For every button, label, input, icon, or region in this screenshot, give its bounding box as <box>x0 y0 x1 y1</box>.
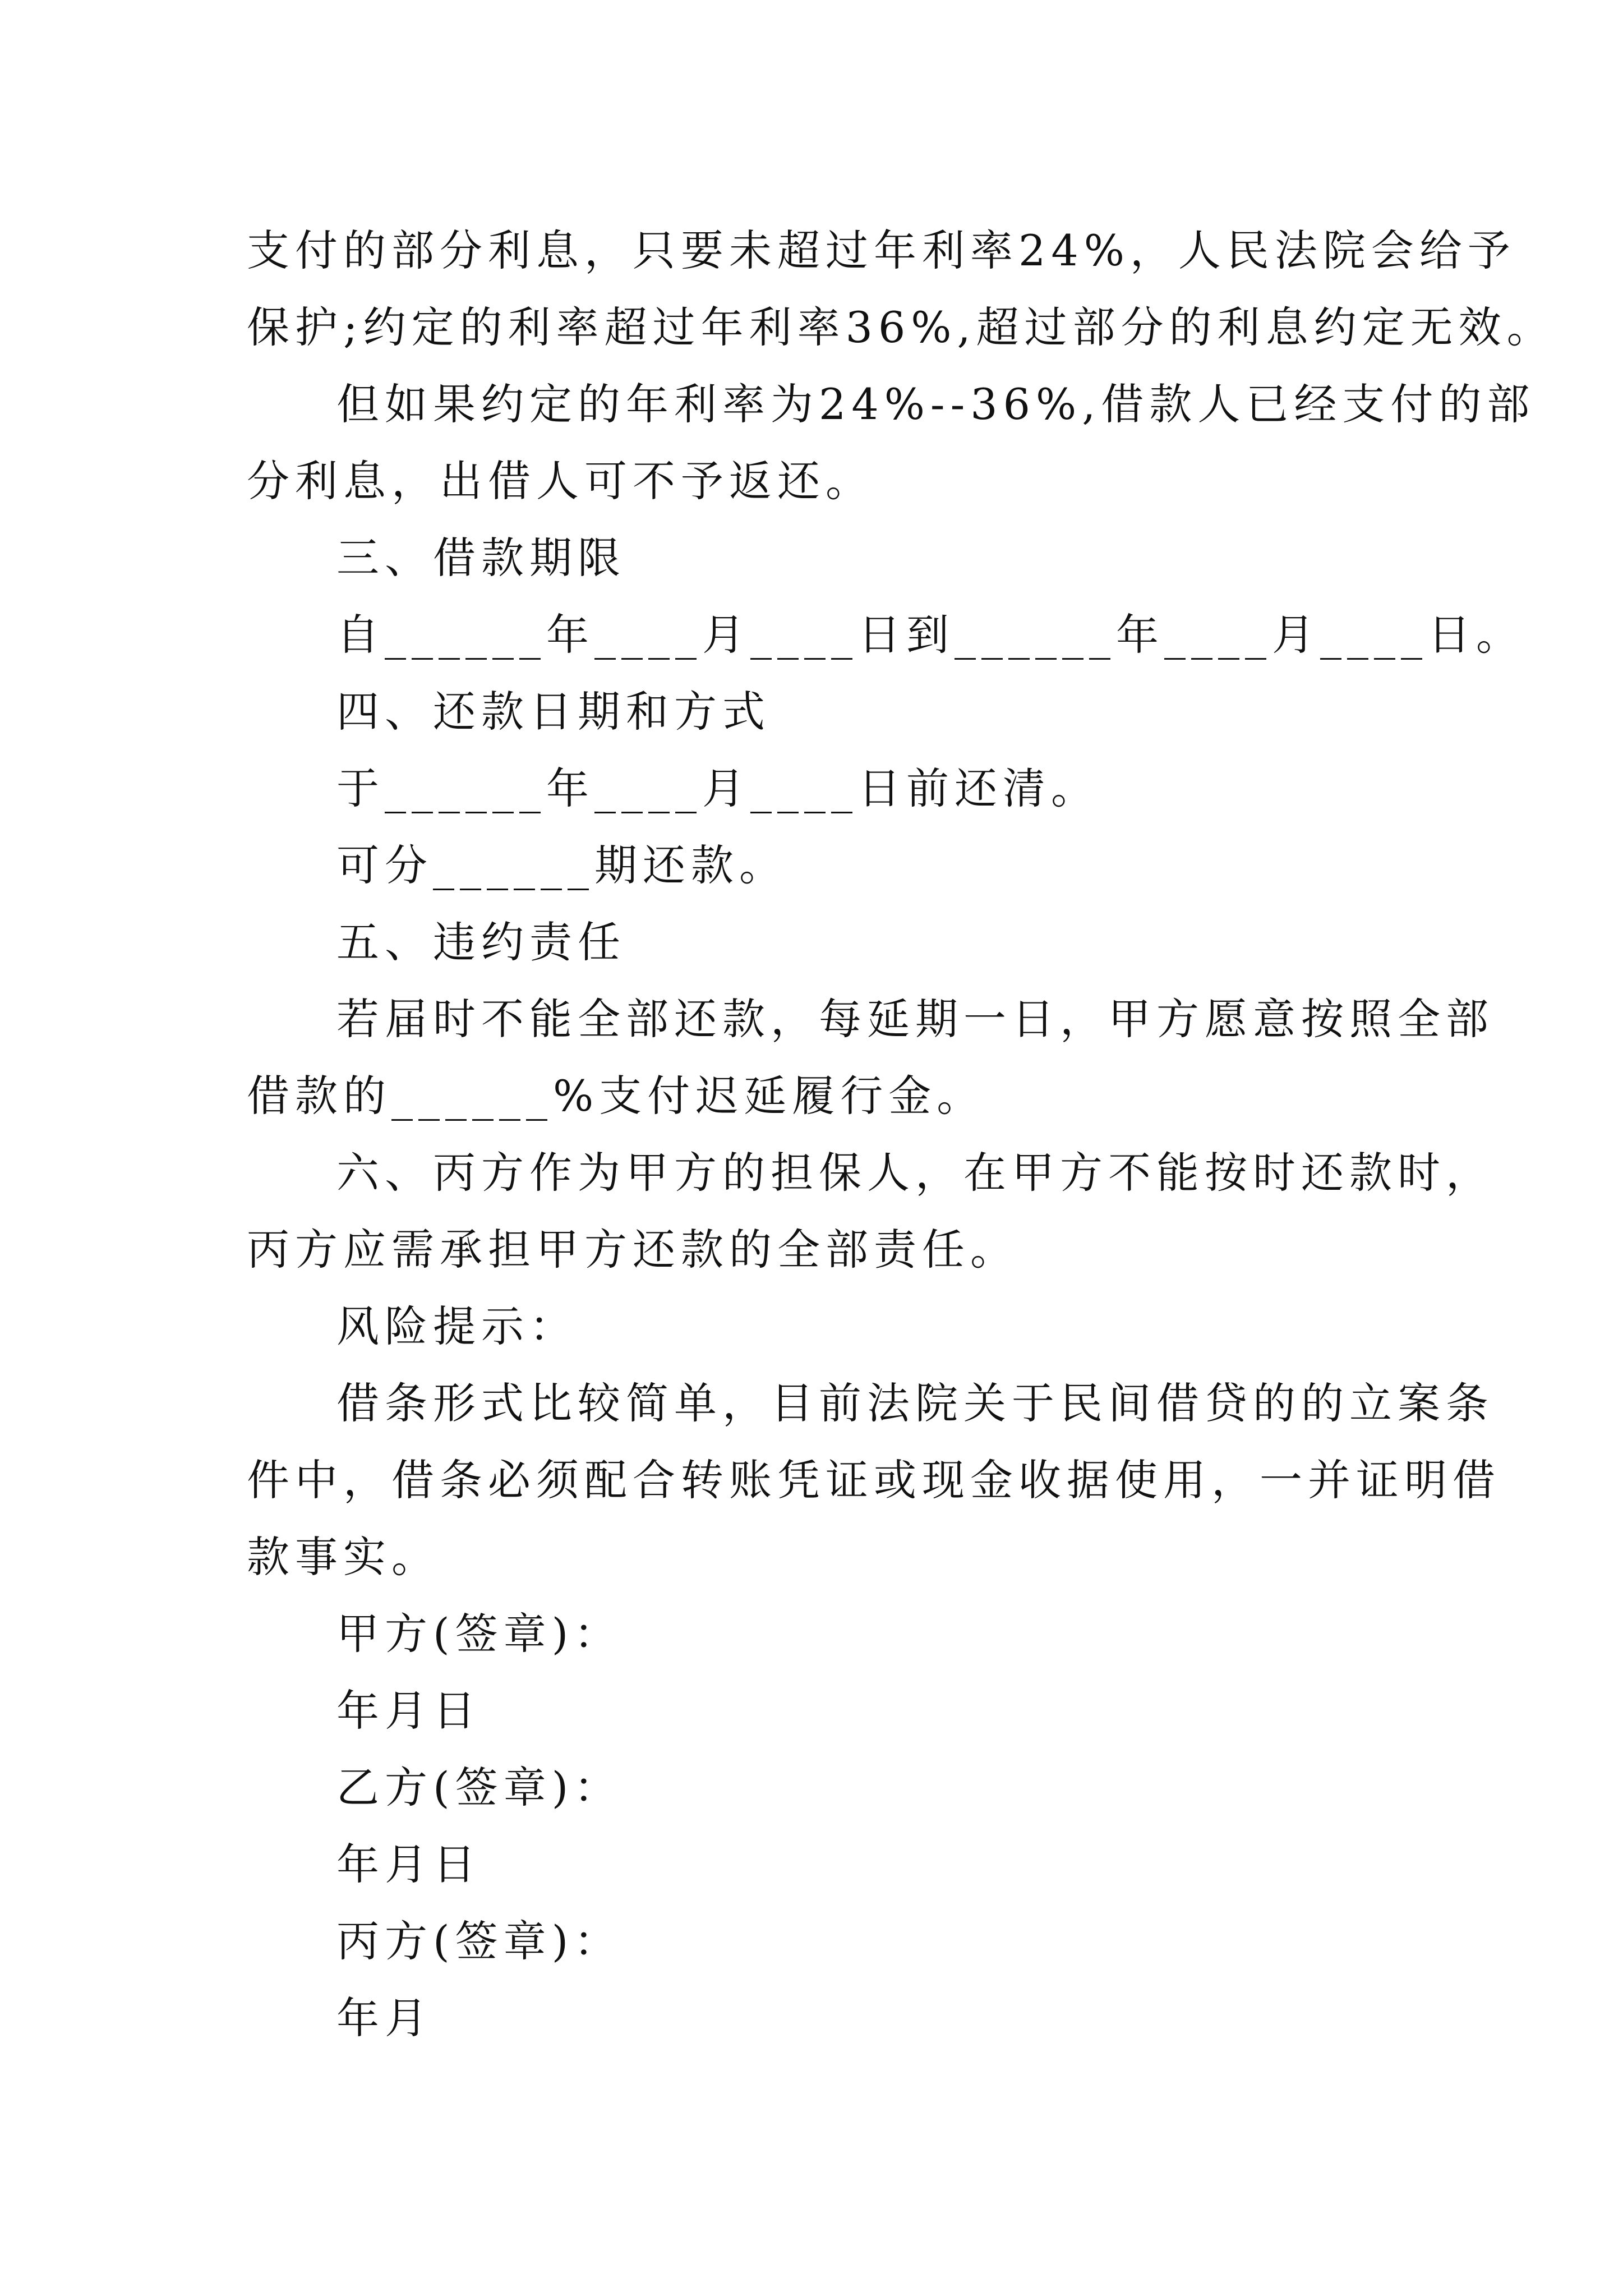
document-body <box>247 212 1555 2056</box>
signature-date-c: 年月 <box>336 1993 433 2043</box>
repayment-deadline: 于______年____月____日前还清。 <box>336 763 1099 813</box>
breach-clause-line-1: 若届时不能全部还款，每延期一日，甲方愿意按照全部 <box>336 994 1494 1044</box>
body-line-3: 但如果约定的年利率为24%--36%,借款人已经支付的部 <box>336 379 1536 429</box>
risk-notice-line-3: 款事实。 <box>247 1532 440 1582</box>
section-heading-loan-term: 三、借款期限 <box>336 533 626 583</box>
guarantor-clause-line-1: 六、丙方作为甲方的担保人，在甲方不能按时还款时， <box>336 1148 1494 1198</box>
breach-clause-line-2: 借款的______%支付迟延履行金。 <box>247 1071 985 1121</box>
section-heading-breach: 五、违约责任 <box>336 917 626 967</box>
signature-party-c: 丙方(签章)： <box>336 1916 623 1966</box>
risk-notice-line-2: 件中，借条必须配合转账凭证或现金收据使用，一并证明借 <box>247 1455 1501 1505</box>
body-line-2: 保护;约定的利率超过年利率36%,超过部分的利息约定无效。 <box>247 302 1555 352</box>
loan-term-dates: 自______年____月____日到______年____月____日。 <box>336 610 1524 660</box>
risk-notice-line-1: 借条形式比较简单，目前法院关于民间借贷的的立案条 <box>336 1378 1494 1428</box>
guarantor-clause-line-2: 丙方应需承担甲方还款的全部责任。 <box>247 1225 1018 1274</box>
risk-notice-heading: 风险提示： <box>336 1301 578 1351</box>
section-heading-repayment: 四、还款日期和方式 <box>336 687 771 737</box>
body-line-4: 分利息，出借人可不予返还。 <box>247 456 874 506</box>
signature-party-b: 乙方(签章)： <box>336 1763 623 1812</box>
body-line-1: 支付的部分利息，只要未超过年利率24%，人民法院会给予 <box>247 226 1516 275</box>
signature-party-a: 甲方(签章)： <box>336 1609 623 1659</box>
signature-date-a: 年月日 <box>336 1686 481 1736</box>
signature-date-b: 年月日 <box>336 1839 481 1889</box>
repayment-installments: 可分______期还款。 <box>336 840 787 890</box>
